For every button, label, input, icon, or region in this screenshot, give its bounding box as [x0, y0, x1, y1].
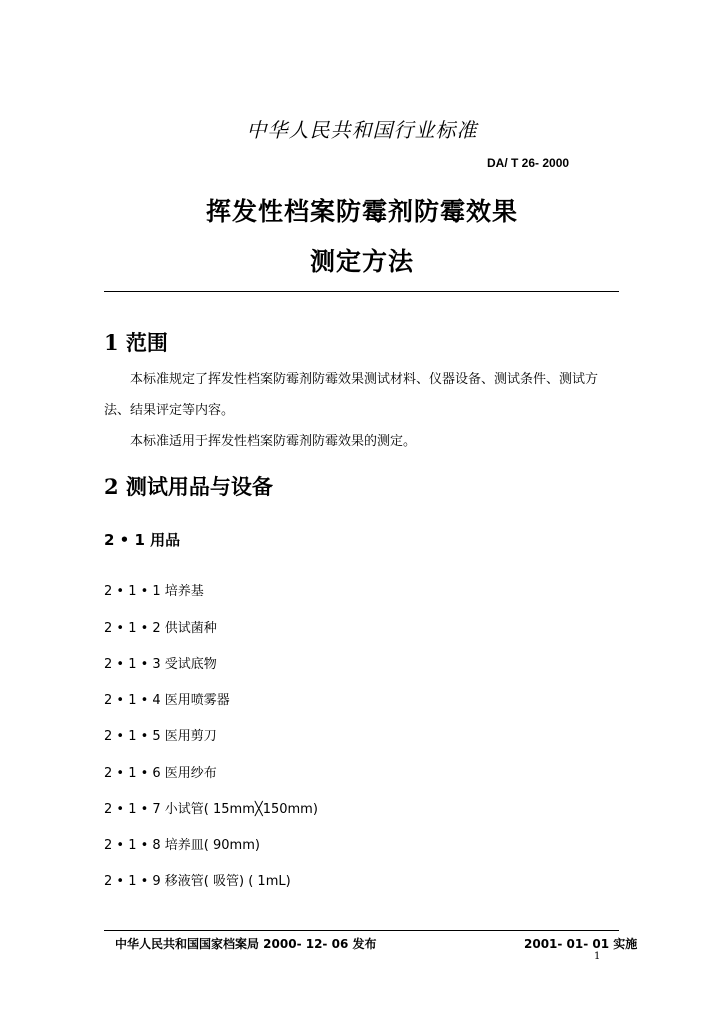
list-item: 2 • 1 • 2 供试菌种 [104, 621, 217, 636]
footer-effective-date: 2001- 01- 01 实施 [524, 937, 638, 951]
section1-paragraph1: 本标准规定了挥发性档案防霉剂防霉效果测试材料、仪器设备、测试条件、测试方法、结果评定等内容。 [104, 372, 599, 418]
list-item: 2 • 1 • 5 医用剪刀 [104, 729, 217, 744]
standard-number: DA/ T 26- 2000 [487, 156, 570, 170]
list-item: 2 • 1 • 7 小试管( 15mm╳150mm) [104, 802, 318, 817]
list-item: 2 • 1 • 4 医用喷雾器 [104, 693, 230, 708]
list-item: 2 • 1 • 9 移液管( 吸管) ( 1mL) [104, 874, 291, 889]
footer-issuer: 中华人民共和国国家档案局 2000- 12- 06 发布 [115, 937, 377, 951]
section1-heading: 1 范围 [104, 330, 168, 355]
document-title-line1: 挥发性档案防霉剂防霉效果 [205, 197, 518, 226]
section2-heading: 2 测试用品与设备 [104, 474, 273, 499]
list-item: 2 • 1 • 6 医用纱布 [104, 766, 217, 781]
list-item: 2 • 1 • 3 受试底物 [104, 657, 217, 672]
issuing-organization: 中华人民共和国行业标准 [246, 118, 478, 142]
footer-divider [104, 930, 619, 931]
section2-1-heading: 2 • 1 用品 [104, 531, 181, 549]
section1-paragraph2: 本标准适用于挥发性档案防霉剂防霉效果的测定。 [130, 434, 417, 449]
document-title-line2: 测定方法 [309, 247, 414, 276]
page-number: 1 [594, 951, 601, 962]
list-item: 2 • 1 • 8 培养皿( 90mm) [104, 838, 260, 853]
list-item: 2 • 1 • 1 培养基 [104, 584, 204, 599]
title-divider [104, 291, 619, 292]
